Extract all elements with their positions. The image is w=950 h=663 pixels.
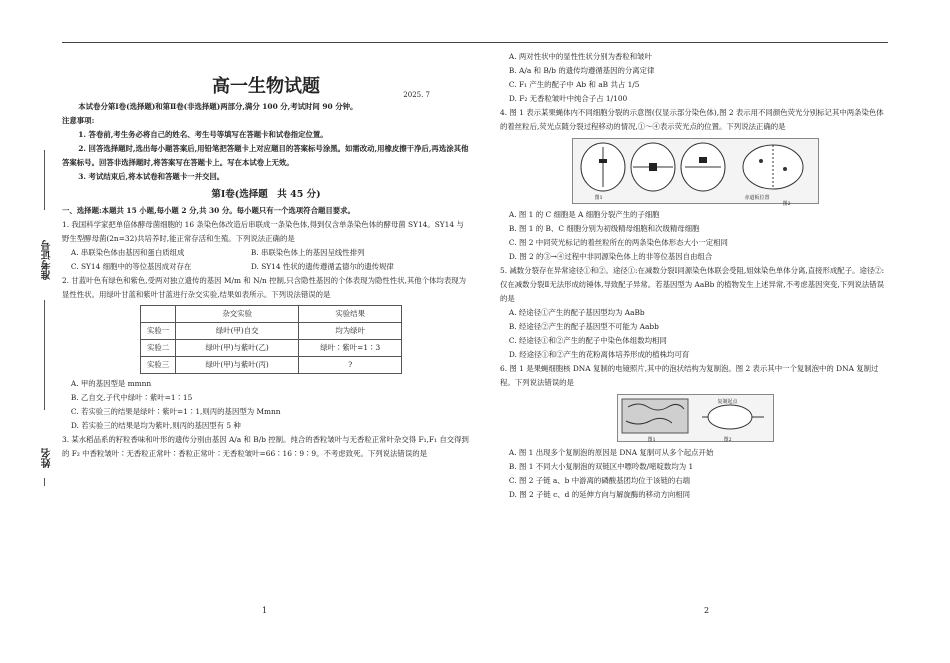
exam-date: 2025. 7 xyxy=(403,91,430,99)
note-3: 3. 考试结束后,将本试卷和答题卡一并交回。 xyxy=(78,172,225,181)
question-3-stem: 3. 某水稻品系的籽粒香味和叶形的遗传分别由基因 A/a 和 B/b 控制。纯合的香粒皱叶与无香粒正常叶杂交得 F₁,F₁ 自交得到的 F₂ 中香粒皱叶∶无香粒正常叶∶香粒正常叶∶无香粒皱叶=66∶16∶9∶9。不考虑致死。下列说法错误的是 xyxy=(62,435,469,458)
division-diagram-icon xyxy=(573,139,818,203)
question-stem: 5. 减数分裂存在异常途径①和②。途径①:在减数分裂Ⅰ同源染色体联会受阻,姐妹染色单体分离,直接形成配子。途径②:仅在减数分裂Ⅱ无法形成纺锤体,导致配子异常。若基因型为 AaBb 的植物发生上述异常,不考虑基因突变,下列说法错误的是 xyxy=(500,266,885,303)
question-6 xyxy=(500,362,890,502)
option-a: A. 串联染色体由基因和蛋白质组成 xyxy=(70,248,185,257)
option-c: C. F₁ 产生的配子中 Ab 和 aB 共占 1/5 xyxy=(508,80,640,89)
option-b: B. 串联染色体上的基因呈线性排列 xyxy=(250,248,365,257)
table-row xyxy=(141,340,402,357)
question-2 xyxy=(62,274,470,433)
option-a: A. 图 1 出现多个复制泡的原因是 DNA 复制可从多个起点开始 xyxy=(508,448,714,457)
question-1 xyxy=(62,218,470,274)
binding-line xyxy=(44,478,45,486)
table-cell: 绿叶∶紫叶=1∶3 xyxy=(299,340,402,357)
option-d: D. 经途径①和②产生的花粉离体培养形成的植株均可育 xyxy=(508,350,690,359)
option-b: B. 经途径②产生的配子基因型不可能为 Aabb xyxy=(508,322,659,331)
question-stem: 4. 图 1 表示某果蝇体内不同细胞分裂的示意图(仅显示部分染色体),图 2 表示用不同颜色荧光分别标记其中两条染色体的着丝粒后,荧光点随分裂过程移动的情况,①～④表示荧光点的位置。下列说法正确的是 xyxy=(500,108,884,131)
note-1: 1. 答卷前,考生务必将自己的姓名、考生号等填写在答题卡和试卷指定位置。 xyxy=(78,130,328,139)
question-stem: 1. 我国科学家把单倍体酵母菌细胞的 16 条染色体改造后串联成一条染色体,得到仅含单条染色体的酵母菌 SY14。SY14 与野生型酵母菌(2n=32)共培养时,能正常存活和生殖。下列说法正确的是 xyxy=(62,220,464,243)
name-label: 姓名 xyxy=(42,448,53,468)
option-b: B. 图 1 的 B、C 细胞分别为初级精母细胞和次级精母细胞 xyxy=(508,224,700,233)
fig2-caption: 图2 xyxy=(723,437,732,443)
option-b: B. 图 1 不同大小复制泡的双链区中嘌呤数/嘧啶数均为 1 xyxy=(508,462,694,471)
table-cell: 实验三 xyxy=(141,357,176,374)
table-cell: 绿叶(甲)自交 xyxy=(176,323,299,340)
notes-title: 注意事项: xyxy=(62,116,95,125)
option-c: C. 图 2 子链 a、b 中游离的磷酸基团均位于该链的右端 xyxy=(508,476,691,485)
dna-replication-figure xyxy=(617,394,774,442)
table-header: 杂交实验 xyxy=(176,306,299,323)
option-a: A. 甲的基因型是 mmnn xyxy=(70,379,152,388)
question-5 xyxy=(500,264,890,362)
option-a: A. 图 1 的 C 细胞是 A 细胞分裂产生的子细胞 xyxy=(508,210,660,219)
table-cell: ? xyxy=(299,357,402,374)
plate-caption: 赤道板位置 xyxy=(744,195,770,201)
section-title: 第Ⅰ卷(选择题 共 45 分) xyxy=(211,189,321,200)
option-c: C. 若实验三的结果是绿叶∶紫叶=1∶1,则丙的基因型为 Mmnn xyxy=(70,407,281,416)
table-cell: 绿叶(甲)与紫叶(乙) xyxy=(176,340,299,357)
page-number: 1 xyxy=(262,606,268,615)
fig1-caption: 图1 xyxy=(647,437,656,443)
option-b: B. 乙自交,子代中绿叶∶紫叶=1∶15 xyxy=(70,393,193,402)
fig1-caption: 图1 xyxy=(594,195,603,201)
option-c: C. SY14 细胞中的等位基因成对存在 xyxy=(70,262,192,271)
exam-title-text: 高一生物试题 xyxy=(212,76,320,97)
origin-label: 复制起点 xyxy=(717,399,738,405)
exam-id-label: 准考证号 xyxy=(42,240,53,280)
option-a: A. 经途径①产生的配子基因型均为 AaBb xyxy=(508,308,645,317)
cross-table xyxy=(140,305,402,374)
side-binding-strip xyxy=(0,0,58,663)
table-row xyxy=(141,357,402,374)
binding-line xyxy=(44,150,45,210)
replication-bubble-icon xyxy=(618,395,773,441)
header-rule xyxy=(62,42,888,43)
table-row xyxy=(141,323,402,340)
option-d: D. SY14 性状的遗传遵循孟德尔的遗传规律 xyxy=(250,262,394,271)
option-c: C. 经途径①和②产生的配子中染色体组数均相同 xyxy=(508,336,667,345)
exam-title xyxy=(62,74,470,100)
table-cell: 绿叶(甲)与紫叶(丙) xyxy=(176,357,299,374)
question-stem: 6. 图 1 是果蝇细胞核 DNA 复制的电镜照片,其中的泡状结构为复制泡。图 2 表示其中一个复制泡中的 DNA 复制过程。下列说法错误的是 xyxy=(500,364,879,387)
option-d: D. F₂ 无香粒皱叶中纯合子占 1/100 xyxy=(508,94,628,103)
option-c: C. 图 2 中同荧光标记的着丝粒所在的两条染色体形态大小一定相同 xyxy=(508,238,728,247)
page-number: 2 xyxy=(704,606,710,615)
option-b: B. A/a 和 B/b 的遗传均遵循基因的分离定律 xyxy=(508,66,655,75)
question-4 xyxy=(500,106,890,264)
question-stem: 2. 甘蓝叶色有绿色和紫色,受两对独立遗传的基因 M/m 和 N/n 控制,只含隐性基因的个体表现为隐性性状,其他个体均表现为显性性状。用绿叶甘蓝和紫叶甘蓝进行杂交实验,结果如表所示。下列说法错误的是 xyxy=(62,276,466,299)
note-2: 2. 回答选择题时,选出每小题答案后,用铅笔把答题卡上对应题目的答案标号涂黑。如需改动,用橡皮擦干净后,再选涂其他答案标号。回答非选择题时,将答案写在答题卡上。写在本试卷上无效。 xyxy=(62,144,469,167)
option-d: D. 图 2 的③→④过程中非同源染色体上的非等位基因自由组合 xyxy=(508,252,713,261)
cell-division-figure xyxy=(572,138,819,207)
page-1 xyxy=(62,50,470,461)
section-desc: 一、选择题:本题共 15 小题,每小题 2 分,共 30 分。每小题只有一个选项符合题目要求。 xyxy=(62,206,355,215)
fig2-caption: 图2 xyxy=(782,201,791,207)
intro-line: 本试卷分第Ⅰ卷(选择题)和第Ⅱ卷(非选择题)两部分,满分 100 分,考试时间 90 分钟。 xyxy=(78,102,358,111)
table-cell: 实验一 xyxy=(141,323,176,340)
option-d: D. 若实验三的结果是均为紫叶,则丙的基因型有 5 种 xyxy=(70,421,241,430)
option-d: D. 图 2 子链 c、d 的延伸方向与解旋酶的移动方向相同 xyxy=(508,490,691,499)
option-a: A. 两对性状中的显性性状分别为香粒和皱叶 xyxy=(508,52,652,61)
table-cell: 均为绿叶 xyxy=(299,323,402,340)
table-header: 实验结果 xyxy=(299,306,402,323)
page-2 xyxy=(500,50,890,502)
binding-line xyxy=(44,300,45,410)
table-cell: 实验二 xyxy=(141,340,176,357)
